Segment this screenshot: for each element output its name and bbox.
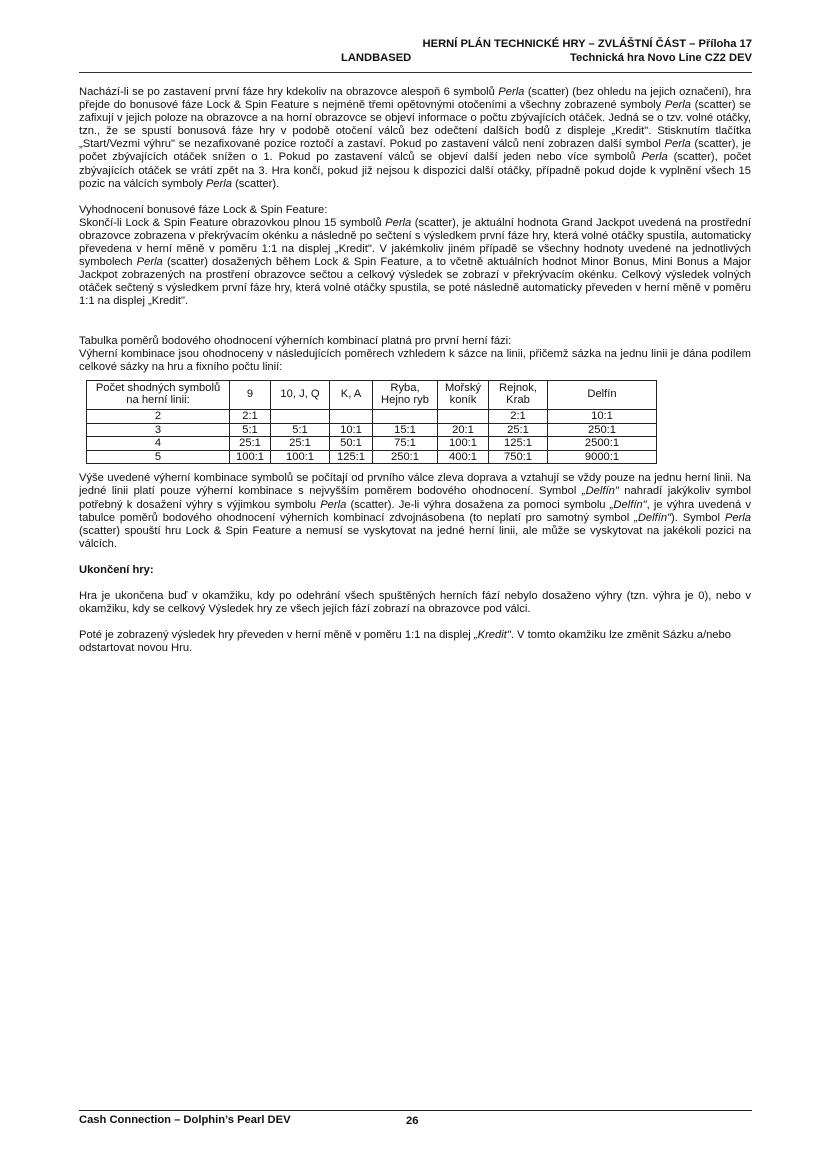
cell: 10:1 xyxy=(330,423,373,437)
cell xyxy=(330,409,373,423)
col-header-konik: Mořský koník xyxy=(438,380,489,409)
cell: 100:1 xyxy=(271,450,330,464)
table-row xyxy=(87,450,657,464)
page-header xyxy=(79,38,752,73)
cell: 250:1 xyxy=(373,450,438,464)
section-title-paytable: Tabulka poměrů bodového ohodnocení výherních kombinací platná pro první herní fázi: xyxy=(79,334,512,347)
col-header-10jq: 10, J, Q xyxy=(271,380,330,409)
section-title-evaluation: Vyhodnocení bonusové fáze Lock & Spin Feature: xyxy=(79,203,328,216)
paytable-header-row xyxy=(87,380,657,409)
cell: 25:1 xyxy=(489,423,548,437)
cell xyxy=(271,409,330,423)
cell: 15:1 xyxy=(373,423,438,437)
cell: 2:1 xyxy=(230,409,271,423)
paragraph-evaluation: Skončí-li Lock & Spin Feature obrazovkou plnou 15 symbolů Perla (scatter), je aktuální hodnota Grand Jackpot uvedená na prostřední obrazovce zobrazena v překrývacím okénku a následně po sečtení s výsledkem první fáze hry, která volné otáčky spustila, automaticky převedena v herní měně v poměru 1:1 na displej „Kredit". V jakémkoliv jiném případě se všechny hodnoty uvedené na jednotlivých symbolech Perla (scatter) dosažených během Lock & Spin Feature, a to včetně aktuálních hodnot Minor Bonus, Mini Bonus a Major Jackpot zobrazených na prostření obrazovce sečtou a celkový výsledek se zobrazí v překrývacím okénku. Celkový výsledek volných otáček sečtený s výsledkem první fáze hry, která volné otáčky spustila, se poté následně automaticky převeden v herní měně v poměru 1:1 na displej „Kredit". xyxy=(79,216,751,308)
cell: 5:1 xyxy=(230,423,271,437)
cell xyxy=(373,409,438,423)
cell: 250:1 xyxy=(548,423,657,437)
page-number: 26 xyxy=(406,1115,419,1127)
paragraph-game-end: Hra je ukončena buď v okamžiku, kdy po odehrání všech spuštěných herních fází nebylo dosaženo výhry (tzn. výhra je 0), nebo v okamžiku, kdy se celkový Výsledek hry ze všech jejích fází zobrazí na obrazovce pod válci. xyxy=(79,590,751,616)
cell: 4 xyxy=(87,437,230,451)
cell: 125:1 xyxy=(330,450,373,464)
header-title: HERNÍ PLÁN TECHNICKÉ HRY – ZVLÁŠTNÍ ČÁST – Příloha 17 xyxy=(422,38,752,50)
col-header-9: 9 xyxy=(230,380,271,409)
cell: 50:1 xyxy=(330,437,373,451)
cell: 5 xyxy=(87,450,230,464)
cell: 2:1 xyxy=(489,409,548,423)
page-body xyxy=(79,86,751,655)
header-right: Technická hra Novo Line CZ2 DEV xyxy=(570,52,752,64)
cell: 2500:1 xyxy=(548,437,657,451)
header-left: LANDBASED xyxy=(341,52,412,64)
cell: 125:1 xyxy=(489,437,548,451)
cell: 750:1 xyxy=(489,450,548,464)
col-header-ka: K, A xyxy=(330,380,373,409)
cell: 25:1 xyxy=(271,437,330,451)
cell: 9000:1 xyxy=(548,450,657,464)
paragraph-credit-transfer: Poté je zobrazený výsledek hry převeden v herní měně v poměru 1:1 na displej „Kredit". V tomto okamžiku lze změnit Sázku a/nebo odstartovat novou Hru. xyxy=(79,629,731,655)
cell: 100:1 xyxy=(438,437,489,451)
table-row xyxy=(87,437,657,451)
table-row xyxy=(87,423,657,437)
cell: 5:1 xyxy=(271,423,330,437)
cell: 2 xyxy=(87,409,230,423)
cell xyxy=(438,409,489,423)
paragraph-paytable-intro: Výherní kombinace jsou ohodnoceny v následujících poměrech vzhledem k sázce na linii, přičemž sázka na jednu linii je dána podílem celkové sázky na hru a fixního počtu linií: xyxy=(79,347,751,373)
page-footer xyxy=(79,1110,752,1126)
section-heading-game-end: Ukončení hry: xyxy=(79,563,154,576)
cell: 25:1 xyxy=(230,437,271,451)
table-row xyxy=(87,409,657,423)
col-header-delfin: Delfín xyxy=(548,380,657,409)
cell: 20:1 xyxy=(438,423,489,437)
cell: 3 xyxy=(87,423,230,437)
cell: 100:1 xyxy=(230,450,271,464)
footer-title: Cash Connection – Dolphin’s Pearl DEV xyxy=(79,1114,291,1126)
col-header-count: Počet shodných symbolů na herní linii: xyxy=(87,380,230,409)
cell: 75:1 xyxy=(373,437,438,451)
paragraph-paytable-rules: Výše uvedené výherní kombinace symbolů se počítají od prvního válce zleva doprava a vztahují se vždy pouze na jednu herní linii. Na jedné linii platí pouze výherní kombinace s nejvyšším poměrem bodového ohodnocení. Symbol „Delfín" nahradí jakýkoliv symbol potřebný k dosažení výhry s výjimkou symbolu Perla (scatter). Je-li výhra dosažena za pomoci symbolu „Delfín", je výhra uvedená v tabulce poměrů bodového ohodnocení výherních kombinací zdvojnásobena (to neplatí pro samotný symbol „Delfín"). Symbol Perla (scatter) spouští hru Lock & Spin Feature a nemusí se vyskytovat na jedné herní linii, ale může se vyskytovat na jakékoli pozici na válcích. xyxy=(79,472,752,550)
cell: 400:1 xyxy=(438,450,489,464)
cell: 10:1 xyxy=(548,409,657,423)
col-header-rejnok: Rejnok, Krab xyxy=(489,380,548,409)
paytable xyxy=(86,380,657,465)
col-header-ryba: Ryba, Hejno ryb xyxy=(373,380,438,409)
paragraph-lock-spin-intro: Nachází-li se po zastavení první fáze hry kdekoliv na obrazovce alespoň 6 symbolů Perla (scatter) (bez ohledu na jejich označení), hra přejde do bonusové fáze Lock & Spin Feature s nejméně třemi opětovnými otočeními a všechny zobrazené symboly Perla (scatter) se zafixují v jejich poloze na obrazovce a na horní obrazovce se objeví informace o počtu zbývajících otáček. Jedná se o tzv. volné otáčky, tzn., že se spustí bonusová fáze hry v podobě otočení válců bez odečtení dalších bodů z displeje „Kredit". Stisknutím tlačítka „Start/Vezmi výhru" se nezafixované pozice roztočí a zastaví. Pokud po zastavení válců není zobrazen další symbol Perla (scatter), je počet zbývajících otáček snížen o 1. Pokud po zastavení válců se objeví další jeden nebo více symbolů Perla (scatter), počet zbývajících otáček se vrátí zpět na 3. Hra končí, pokud již nejsou k dispozici další otáčky, případně pokud dojde k vyplnění všech 15 pozic na válcích symboly Perla (scatter). xyxy=(79,86,751,190)
